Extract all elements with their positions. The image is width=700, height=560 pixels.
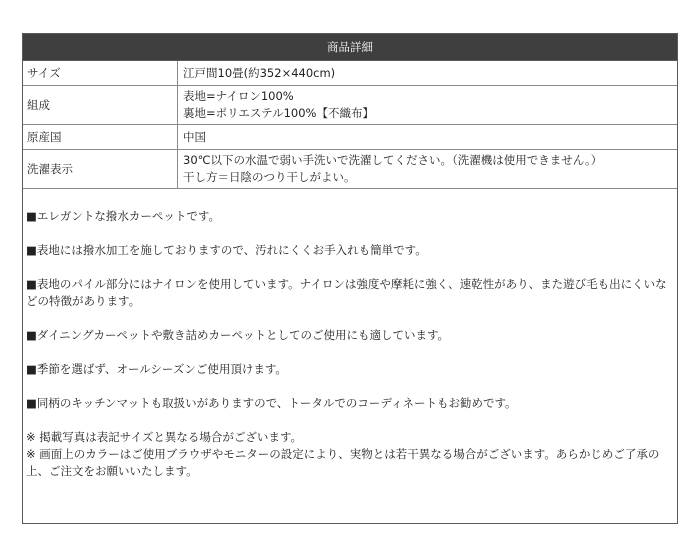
note-item: ※ 掲載写真は表記サイズと異なる場合がございます。 <box>26 430 302 444</box>
spec-row-origin <box>23 125 677 150</box>
feature-item: ■季節を選ばず、オールシーズンご使用頂けます。 <box>26 362 287 376</box>
spec-row-washing <box>23 150 677 189</box>
spec-value-line: 江戸間10畳(約352×440cm) <box>183 65 336 80</box>
spec-value-line: 裏地=ポリエステル100%【不織布】 <box>183 106 374 120</box>
spec-value <box>178 150 678 189</box>
spec-value <box>178 61 678 86</box>
spec-value <box>178 125 678 150</box>
spec-value-line: 中国 <box>183 129 206 144</box>
feature-item: ■表地には撥水加工を施しておりますので、汚れにくくお手入れも簡単です。 <box>26 243 427 257</box>
spec-value-line: 干し方＝日陰のつり干しがよい。 <box>183 170 356 184</box>
spec-value <box>178 86 678 125</box>
spec-row-size <box>23 61 677 86</box>
spec-value-line: 30℃以下の水温で弱い手洗いで洗濯してください。（洗濯機は使用できません。） <box>183 153 603 167</box>
feature-item: ■同柄のキッチンマットも取扱いがありますので、トータルでのコーディネートもお勧めです。 <box>26 396 517 410</box>
section-title: 商品詳細 <box>23 34 677 61</box>
feature-item: ■ダイニングカーペットや敷き詰めカーペットとしてのご使用にも適しています。 <box>26 328 450 342</box>
spec-label: 原産国 <box>23 125 178 150</box>
description-section <box>23 189 677 480</box>
spec-table <box>23 61 677 189</box>
note-item: ※ 画面上のカラーはご使用ブラウザやモニターの設定により、実物とは若干異なる場合がございます。あらかじめご了承の上、ご注文をお願いいたします。 <box>26 447 660 478</box>
product-details-panel <box>22 33 678 524</box>
feature-item: ■エレガントな撥水カーペットです。 <box>26 209 220 223</box>
spec-label: サイズ <box>23 61 178 86</box>
spec-label: 組成 <box>23 86 178 125</box>
notes <box>26 429 674 480</box>
spec-value-line: 表地=ナイロン100% <box>183 89 294 103</box>
feature-item: ■表地のパイル部分にはナイロンを使用しています。ナイロンは強度や摩耗に強く、速乾性があり、また遊び毛も出にくいなどの特徴があります。 <box>26 277 667 308</box>
spec-row-composition <box>23 86 677 125</box>
spec-label: 洗濯表示 <box>23 150 178 189</box>
